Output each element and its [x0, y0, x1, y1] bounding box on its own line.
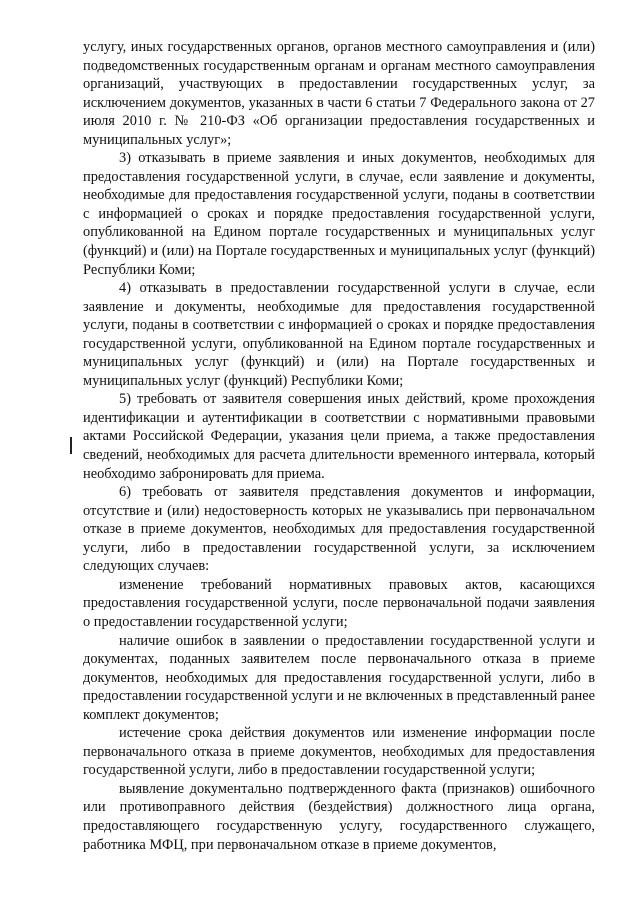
document-page [83, 38, 595, 854]
paragraph-case-violation: выявление документально подтвержденного факта (признаков) ошибочного или противоправного действия (бездействия) должностного лица органа, предоставляющего государственную услугу, государственного служащего, работника МФЦ, при первоначальном отказе в приеме документов, [83, 780, 595, 853]
paragraph-item-4: 4) отказывать в предоставлении государственной услуги в случае, если заявление и документы, необходимые для предоставления государственной услуги, поданы в соответствии с информацией о сроках и порядке предоставления государственной услуги, опубликованной на Едином портале государственных и муниципальных услуг (функций) и (или) на Портале государственных и муниципальных услуг (функций) Республики Коми; [83, 280, 595, 389]
paragraph-case-expiry: истечение срока действия документов или изменение информации после первоначального отказа в приеме документов, необходимых для предоставления государственной услуги, либо в предоставлении государственной услуги; [83, 725, 595, 779]
paragraph-continuation: услугу, иных государственных органов, органов местного самоуправления и (или) подведомственных государственным органам и органам местного самоуправления организаций, участвующих в предоставлении государственных услуг, за исключением документов, указанных в части 6 статьи 7 Федерального закона от 27 июля 2010 г. № 210-ФЗ «Об организации предоставления государственных и муниципальных услуг»; [83, 39, 595, 148]
paragraph-item-3: 3) отказывать в приеме заявления и иных документов, необходимых для предоставления государственной услуги, в случае, если заявление и документы, необходимые для предоставления государственной услуги, поданы в соответствии с информацией о сроках и порядке предоставления государственной услуги, опубликованной на Едином портале государственных и муниципальных услуг (функций) и (или) на Портале государственных и муниципальных услуг (функций) Республики Коми; [83, 150, 595, 278]
paragraph-case-errors: наличие ошибок в заявлении о предоставлении государственной услуги и документах, поданных заявителем после первоначального отказа в приеме документов, необходимых для предоставления государственной услуги, либо в предоставлении государственной услуги и не включенных в представленный ранее комплект документов; [83, 632, 595, 723]
paragraph-item-5: 5) требовать от заявителя совершения иных действий, кроме прохождения идентификации и аутентификации в соответствии с нормативными правовыми актами Российской Федерации, указания цели приема, а также предоставления сведений, необходимых для расчета длительности временного интервала, который необходимо забронировать для приема. [83, 391, 595, 482]
margin-revision-mark [70, 437, 72, 454]
paragraph-case-requirements-change: изменение требований нормативных правовых актов, касающихся предоставления государственной услуги, после первоначальной подачи заявления о предоставлении государственной услуги; [83, 576, 595, 630]
paragraph-item-6: 6) требовать от заявителя представления документов и информации, отсутствие и (или) недостоверность которых не указывались при первоначальном отказе в приеме документов, необходимых для предоставления государственной услуги, либо в предоставлении государственной услуги, за исключением следующих случаев: [83, 484, 595, 575]
